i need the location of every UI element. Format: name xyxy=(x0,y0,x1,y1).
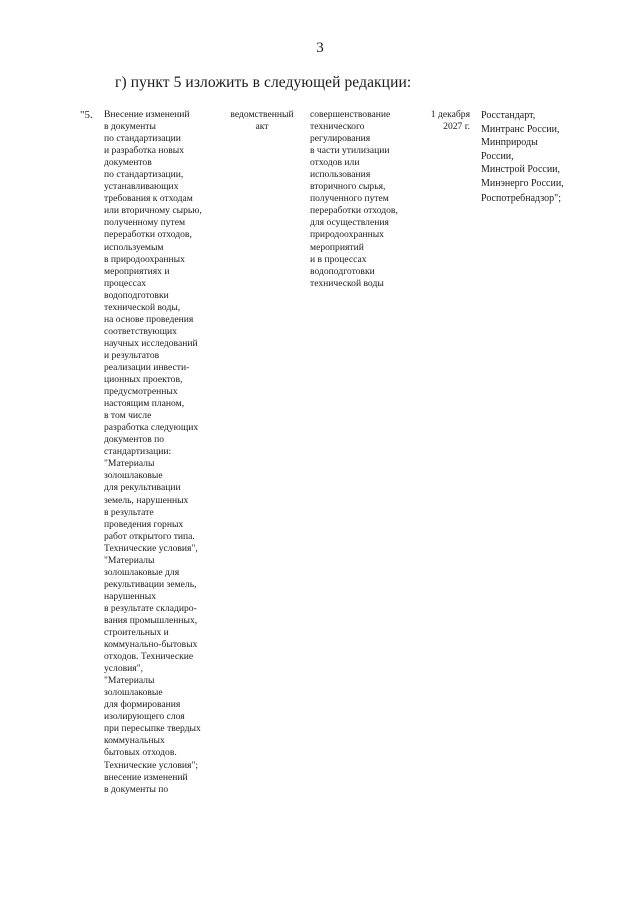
text-line: для рекультивации xyxy=(104,482,181,494)
text-line: водоподготовки xyxy=(104,289,169,301)
text-line: земель, нарушенных xyxy=(104,494,189,506)
text-line: условия", xyxy=(104,663,144,675)
text-line: Минтранс России, xyxy=(481,123,560,135)
text-line: нарушенных xyxy=(104,590,157,602)
text-line: при пересыпке твердых xyxy=(104,723,201,735)
text-line: природоохранных xyxy=(310,229,384,241)
text-line: Технические условия"; xyxy=(104,759,199,771)
text-line: акт xyxy=(255,121,269,133)
text-line: водоподготовки xyxy=(310,265,375,277)
text-line: проведения горных xyxy=(104,518,184,530)
text-line: ционных проектов, xyxy=(104,374,183,386)
page-number: 3 xyxy=(316,40,324,56)
text-line: совершенствование xyxy=(310,109,391,120)
text-line: устанавливающих xyxy=(104,181,179,193)
text-line: регулирования xyxy=(310,133,371,145)
deadline-cell xyxy=(424,109,470,133)
text-line: в документы по xyxy=(104,783,169,795)
text-line: стандартизации: xyxy=(104,446,172,458)
text-line: 2027 г. xyxy=(443,121,470,133)
item-number: "5. xyxy=(80,109,93,121)
text-line: предусмотренных xyxy=(104,386,178,398)
text-line: и в процессах xyxy=(310,253,367,265)
text-line: внесение изменений xyxy=(104,771,188,783)
text-line: в результате xyxy=(104,506,154,518)
text-line: Минприроды xyxy=(481,137,538,149)
text-line: изолирующего слоя xyxy=(104,711,185,723)
text-line: или вторичному сырью, xyxy=(104,205,202,217)
text-line: на основе проведения xyxy=(104,313,194,325)
text-line: использования xyxy=(310,169,371,181)
text-line: технического xyxy=(310,121,365,133)
text-line: отходов. Технические xyxy=(104,651,194,663)
text-line: в том числе xyxy=(104,410,152,422)
text-line: вторичного сырья, xyxy=(310,181,386,193)
text-line: Роспотребнадзор"; xyxy=(481,192,561,204)
amendment-heading: г) пункт 5 изложить в следующей редакции: xyxy=(115,74,412,91)
text-line: переработки отходов, xyxy=(104,229,192,241)
text-line: строительных и xyxy=(104,627,169,639)
text-line: требования к отходам xyxy=(104,193,193,205)
text-line: документов xyxy=(104,157,152,169)
text-line: по стандартизации xyxy=(104,133,181,145)
text-line: мероприятий xyxy=(310,241,364,253)
text-line: реализации инвести- xyxy=(104,361,190,373)
item-number-cell xyxy=(80,109,93,121)
text-line: для формирования xyxy=(104,699,181,711)
text-line: и результатов xyxy=(104,349,160,361)
text-line: и разработка новых xyxy=(104,145,185,157)
text-line: технической воды xyxy=(310,277,384,289)
text-line: полученному путем xyxy=(104,217,186,229)
text-line: бытовых отходов. xyxy=(104,747,177,759)
document-type-cell xyxy=(227,109,297,133)
item-name-cell xyxy=(104,109,202,796)
text-line: "Материалы xyxy=(104,458,155,470)
text-line: соответствующих xyxy=(104,325,177,337)
text-line: в результате складиро- xyxy=(104,602,197,614)
text-line: настоящим планом, xyxy=(104,398,185,410)
text-line: России, xyxy=(481,150,514,162)
text-line: золошлаковые xyxy=(104,687,163,699)
text-line: "Материалы xyxy=(104,675,155,687)
text-line: ведомственный xyxy=(230,109,294,120)
text-line: используемым xyxy=(104,241,164,253)
text-line: Минэнерго России, xyxy=(481,177,564,189)
text-line: по стандартизации, xyxy=(104,169,184,181)
text-line: коммунально-бытовых xyxy=(104,639,198,651)
text-line: отходов или xyxy=(310,157,360,169)
text-line: мероприятиях и xyxy=(104,265,170,277)
text-line: в документы xyxy=(104,121,156,133)
text-line: документов по xyxy=(104,434,165,446)
text-line: Внесение изменений xyxy=(104,109,190,120)
purpose-cell xyxy=(310,109,398,290)
text-line: работ открытого типа. xyxy=(104,530,195,542)
responsible-cell xyxy=(481,109,564,207)
text-line: 1 декабря xyxy=(430,109,470,120)
text-line: Росстандарт, xyxy=(481,110,536,121)
text-line: переработки отходов, xyxy=(310,205,398,217)
text-line: золошлаковые для xyxy=(104,566,180,578)
text-line: вания промышленных, xyxy=(104,614,198,626)
text-line: разработка следующих xyxy=(104,422,199,434)
text-line: для осуществления xyxy=(310,217,389,229)
text-line: коммунальных xyxy=(104,735,165,747)
text-line: в природоохранных xyxy=(104,253,185,265)
text-line: научных исследований xyxy=(104,337,198,349)
text-line: процессах xyxy=(104,277,147,289)
text-line: технической воды, xyxy=(104,301,181,313)
text-line: "Материалы xyxy=(104,554,155,566)
text-line: полученного путем xyxy=(310,193,389,205)
text-line: рекультивации земель, xyxy=(104,578,197,590)
text-line: Минстрой России, xyxy=(481,164,561,176)
text-line: в части утилизации xyxy=(310,145,390,157)
text-line: золошлаковые xyxy=(104,470,163,482)
text-line: Технические условия", xyxy=(104,542,198,554)
